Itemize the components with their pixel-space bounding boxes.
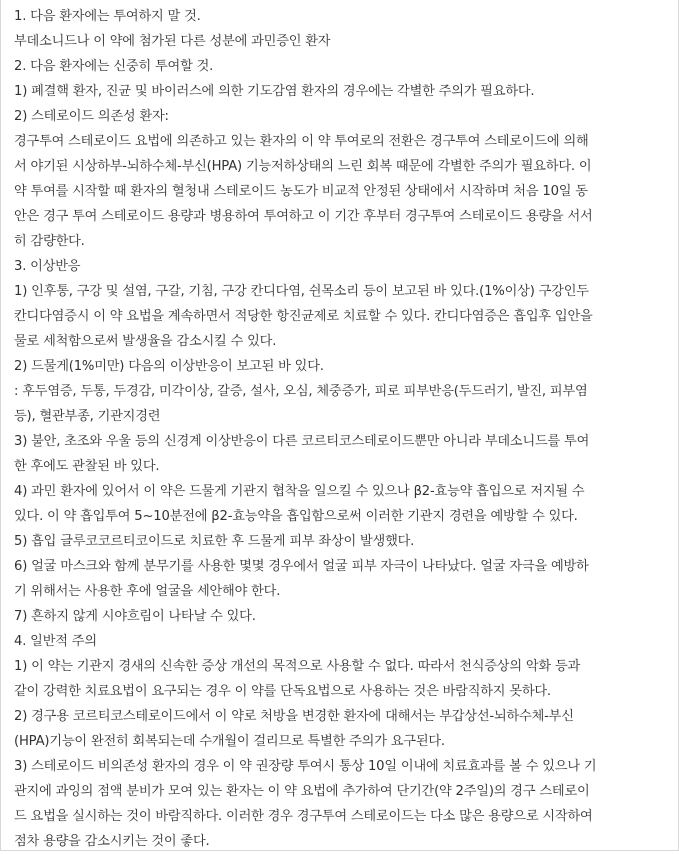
text-line: 1) 폐결핵 환자, 진균 및 바이러스에 의한 기도감염 환자의 경우에는 각별한 주의가 필요하다. [14, 84, 535, 99]
text-line: 7) 흔하지 않게 시야흐림이 나타날 수 있다. [14, 609, 256, 624]
text-line: 물로 세척함으로써 발생율을 감소시킬 수 있다. [14, 334, 277, 349]
text-line: 점차 용량을 감소시키는 것이 좋다. [14, 834, 210, 849]
text-line: 서 야기된 시상하부-뇌하수체-부신(HPA) 기능저하상태의 느린 회복 때문에 각별한 주의가 필요하다. 이 [14, 159, 592, 174]
text-line: 부데소니드나 이 약에 첨가된 다른 성분에 과민증인 환자 [14, 34, 331, 49]
text-line: 기 위해서는 사용한 후에 얼굴을 세안해야 한다. [14, 584, 281, 599]
text-line: 1. 다음 환자에는 투여하지 말 것. [14, 9, 201, 24]
text-line: 한 후에도 관찰된 바 있다. [14, 459, 160, 474]
text-line: 드 요법을 실시하는 것이 바람직하다. 이러한 경우 경구투여 스테로이드는 다소 많은 용량으로 시작하여 [14, 809, 593, 824]
text-line: 경구투여 스테로이드 요법에 의존하고 있는 환자의 이 약 투여로의 전환은 경구투여 스테로이드에 의해 [14, 134, 589, 149]
text-line: 같이 강력한 치료요법이 요구되는 경우 이 약를 단독요법으로 사용하는 것은 바람직하지 못하다. [14, 684, 551, 699]
text-line: 5) 흡입 글루코코르티코이드로 치료한 후 드물게 피부 좌상이 발생했다. [14, 534, 415, 549]
text-line: 3) 불안, 초조와 우울 등의 신경계 이상반응이 다른 코르티코스테로이드뿐만 아니라 부데소니드를 투여 [14, 434, 590, 449]
text-line: 1) 인후통, 구강 및 설염, 구갈, 기침, 구강 칸디다염, 쉰목소리 등이 보고된 바 있다.(1%이상) 구강인두 [14, 284, 589, 299]
text-line: : 후두염증, 두통, 두경감, 미각이상, 갈증, 설사, 오심, 체중증가, 피로 피부반응(두드러기, 발진, 피부염 [14, 384, 588, 399]
text-line: 2) 스테로이드 의존성 환자: [14, 109, 169, 124]
text-line: 등), 혈관부종, 기관지경련 [14, 409, 161, 424]
text-line: 3. 이상반응 [14, 259, 81, 274]
text-line: 4) 과민 환자에 있어서 이 약은 드물게 기관지 협착을 일으킬 수 있으나 β2-효능약 흡입으로 저지될 수 [14, 484, 585, 499]
text-line: 히 감량한다. [14, 234, 85, 249]
text-line: 1) 이 약는 기관지 경새의 신속한 증상 개선의 목적으로 사용할 수 없다. 따라서 천식증상의 악화 등과 [14, 659, 581, 674]
text-line: (HPA)기능이 완전히 회복되는데 수개월이 걸리므로 특별한 주의가 요구된다. [14, 734, 445, 749]
text-line: 4. 일반적 주의 [14, 634, 97, 649]
text-line: 안은 경구 투여 스테로이드 용량과 병용하여 투여하고 이 기간 후부터 경구투여 스테로이드 용량을 서서 [14, 209, 593, 224]
text-line: 2) 드물게(1%미만) 다음의 이상반응이 보고된 바 있다. [14, 359, 324, 374]
text-line: 2) 경구용 코르티코스테로이드에서 이 약로 처방을 변경한 환자에 대해서는 부갑상선-뇌하수체-부신 [14, 709, 574, 724]
text-line: 6) 얼굴 마스크와 함께 분무기를 사용한 몇몇 경우에서 얼굴 피부 자극이 나타났다. 얼굴 자극을 예방하 [14, 559, 589, 574]
text-line: 3) 스테로이드 비의존성 환자의 경우 이 약 권장량 투여시 통상 10일 이내에 치료효과를 볼 수 있으나 기 [14, 759, 597, 774]
text-line: 칸디다염증시 이 약 요법을 계속하면서 적당한 항진균제로 치료할 수 있다. 칸디다염증은 흡입후 입안을 [14, 309, 593, 324]
text-line: 있다. 이 약 흡입투여 5~10분전에 β2-효능약을 흡입함으로써 이러한 기관지 경련을 예방할 수 있다. [14, 509, 578, 524]
text-line: 약 투여를 시작할 때 환자의 혈청내 스테로이드 농도가 비교적 안정된 상태에서 시작하며 처음 10일 동 [14, 184, 588, 199]
text-line: 관지에 과잉의 점액 분비가 모여 있는 환자는 이 약 요법에 추가하여 단기간(약 2주일)의 경구 스테로이 [14, 784, 590, 799]
text-line: 2. 다음 환자에는 신중히 투여할 것. [14, 59, 214, 74]
